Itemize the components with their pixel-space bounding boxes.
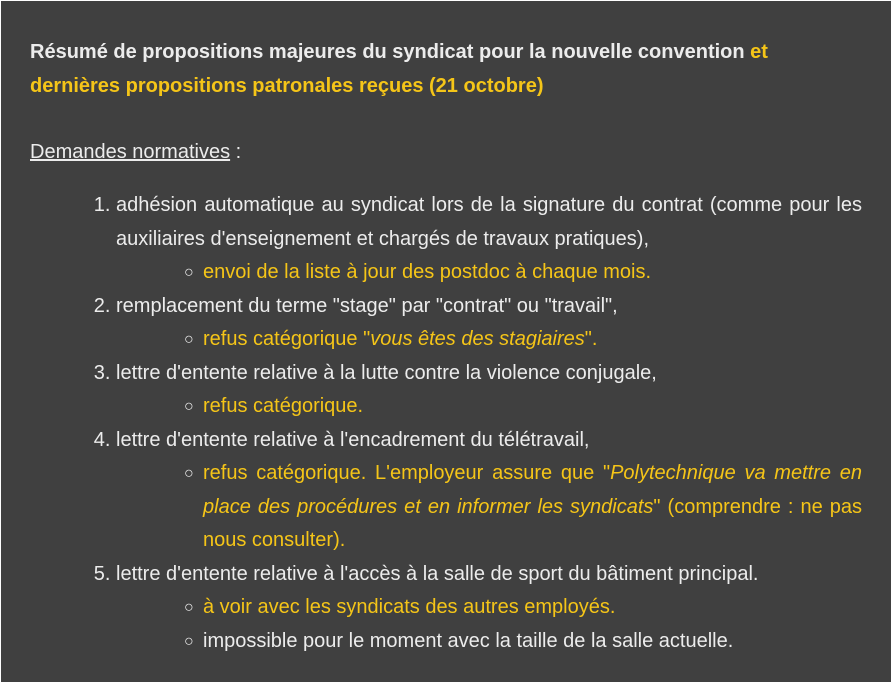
demand-text: 3. lettre d'entente relative à la lutte contre la violence conjugale, — [116, 361, 657, 384]
response-list — [116, 591, 862, 658]
response-item — [184, 625, 862, 659]
content-panel — [1, 1, 891, 682]
response-text-pre: refus catégorique. L'employeur assure que " — [203, 462, 611, 484]
title-main: Résumé de propositions majeures du syndicat pour la nouvelle convention — [30, 41, 745, 63]
response-item — [184, 390, 862, 424]
response-item — [184, 591, 862, 625]
demands-list — [30, 189, 862, 658]
response-list — [116, 390, 862, 424]
circle-bullet-icon: ○ — [184, 398, 194, 415]
list-item — [116, 424, 862, 558]
circle-bullet-icon: ○ — [184, 599, 194, 616]
list-item — [116, 189, 862, 290]
circle-bullet-icon: ○ — [184, 632, 194, 650]
list-item — [116, 290, 862, 357]
response-text-post: ". — [584, 328, 598, 350]
response-quote: vous êtes des stagiaires — [370, 328, 585, 350]
title-highlight: et dernières propositions patronales reçues (21 octobre) — [30, 41, 768, 97]
demand-text: 5. lettre d'entente relative à l'accès à la salle de sport du bâtiment principal. — [116, 562, 759, 585]
circle-bullet-icon: ○ — [184, 465, 194, 482]
page-title — [30, 35, 862, 103]
response-list — [116, 457, 862, 558]
section-heading — [30, 135, 862, 169]
circle-bullet-icon: ○ — [184, 264, 194, 281]
section-heading-suffix: : — [230, 141, 242, 163]
response-text-pre: refus catégorique " — [203, 328, 371, 350]
response-item — [184, 323, 862, 357]
section-heading-label: Demandes normatives — [30, 141, 231, 163]
demand-text: 4. lettre d'entente relative à l'encadrement du télétravail, — [116, 428, 590, 451]
response-text: envoi de la liste à jour des postdoc à chaque mois. — [203, 261, 652, 283]
response-item — [184, 256, 862, 290]
response-text: refus catégorique. — [203, 395, 364, 417]
demand-text: 1. adhésion automatique au syndicat lors de la signature du contrat (comme pour les auxiliaires d'enseignement et chargés de travaux pratiques), — [116, 194, 862, 250]
list-item — [116, 357, 862, 424]
list-item — [116, 558, 862, 659]
response-text: à voir avec les syndicats des autres employés. — [203, 596, 616, 618]
response-item — [184, 457, 862, 558]
response-list — [116, 323, 862, 357]
response-text-post: " (comprendre : ne pas nous consulter). — [203, 495, 862, 551]
response-quote: Polytechnique va mettre en place des procédures et en informer les syndicats — [203, 462, 862, 518]
demand-text: 2. remplacement du terme "stage" par "contrat" ou "travail", — [116, 294, 618, 317]
response-list — [116, 256, 862, 290]
circle-bullet-icon: ○ — [184, 331, 194, 348]
response-text: impossible pour le moment avec la taille de la salle actuelle. — [203, 629, 734, 652]
